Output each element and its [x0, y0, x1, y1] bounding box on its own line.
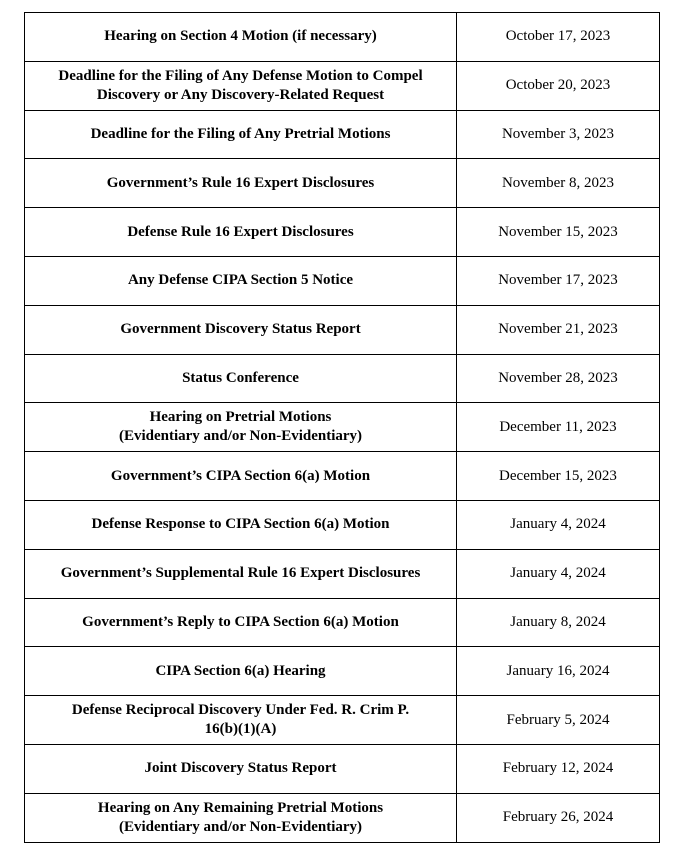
schedule-row	[25, 793, 660, 842]
event-date: December 11, 2023	[457, 403, 660, 452]
schedule-row	[25, 696, 660, 745]
event-name-line: Joint Discovery Status Report	[144, 760, 337, 777]
event-cell	[25, 208, 457, 257]
schedule-table	[24, 12, 660, 843]
event-date: February 26, 2024	[457, 793, 660, 842]
event-name-line: Defense Response to CIPA Section 6(a) Motion	[91, 516, 390, 533]
event-name-line: Deadline for the Filing of Any Pretrial Motions	[90, 125, 391, 142]
schedule-row	[25, 208, 660, 257]
event-cell	[25, 452, 457, 501]
schedule-row	[25, 647, 660, 696]
event-name-line: Defense Reciprocal Discovery Under Fed. R. Crim P.	[71, 702, 410, 719]
schedule-row	[25, 452, 660, 501]
event-date: January 4, 2024	[457, 549, 660, 598]
event-date: November 21, 2023	[457, 305, 660, 354]
event-date: October 17, 2023	[457, 13, 660, 62]
event-name-line: (Evidentiary and/or Non-Evidentiary)	[118, 818, 363, 835]
schedule-table-body	[25, 13, 660, 843]
event-cell	[25, 305, 457, 354]
event-name-line: Discovery or Any Discovery-Related Request	[96, 86, 385, 103]
event-date: November 3, 2023	[457, 110, 660, 159]
event-name-line: (Evidentiary and/or Non-Evidentiary)	[118, 428, 363, 445]
schedule-row	[25, 256, 660, 305]
schedule-row	[25, 61, 660, 110]
schedule-row	[25, 500, 660, 549]
event-date: February 5, 2024	[457, 696, 660, 745]
schedule-row	[25, 13, 660, 62]
event-name-line: Hearing on Pretrial Motions	[149, 409, 332, 426]
event-cell	[25, 549, 457, 598]
event-name-line: Hearing on Any Remaining Pretrial Motions	[97, 799, 384, 816]
event-cell	[25, 696, 457, 745]
event-date: November 17, 2023	[457, 256, 660, 305]
event-name-line: CIPA Section 6(a) Hearing	[155, 662, 326, 679]
schedule-row	[25, 354, 660, 403]
schedule-row	[25, 110, 660, 159]
event-date: January 16, 2024	[457, 647, 660, 696]
schedule-row	[25, 744, 660, 793]
event-cell	[25, 793, 457, 842]
event-cell	[25, 744, 457, 793]
event-cell	[25, 354, 457, 403]
event-date: November 8, 2023	[457, 159, 660, 208]
event-date: February 12, 2024	[457, 744, 660, 793]
event-cell	[25, 403, 457, 452]
event-cell	[25, 13, 457, 62]
event-cell	[25, 598, 457, 647]
event-cell	[25, 159, 457, 208]
event-name-line: Any Defense CIPA Section 5 Notice	[127, 272, 354, 289]
schedule-row	[25, 598, 660, 647]
event-name-line: Government’s Reply to CIPA Section 6(a) Motion	[82, 613, 399, 630]
event-cell	[25, 110, 457, 159]
schedule-row	[25, 305, 660, 354]
event-date: January 8, 2024	[457, 598, 660, 647]
event-cell	[25, 500, 457, 549]
schedule-row	[25, 549, 660, 598]
event-date: December 15, 2023	[457, 452, 660, 501]
schedule-row	[25, 159, 660, 208]
event-name-line: Government’s Supplemental Rule 16 Expert Disclosures	[60, 565, 421, 582]
event-name-line: Hearing on Section 4 Motion (if necessary)	[104, 28, 377, 45]
event-date: October 20, 2023	[457, 61, 660, 110]
event-cell	[25, 61, 457, 110]
event-name-line: Deadline for the Filing of Any Defense Motion to Compel	[58, 67, 423, 84]
event-date: November 15, 2023	[457, 208, 660, 257]
event-cell	[25, 647, 457, 696]
event-name-line: Government’s Rule 16 Expert Disclosures	[106, 174, 375, 191]
event-name-line: Government Discovery Status Report	[120, 321, 361, 338]
event-name-line: Status Conference	[182, 369, 299, 386]
event-name-line: Defense Rule 16 Expert Disclosures	[127, 223, 354, 240]
event-date: November 28, 2023	[457, 354, 660, 403]
event-date: January 4, 2024	[457, 500, 660, 549]
schedule-row	[25, 403, 660, 452]
event-name-line: 16(b)(1)(A)	[204, 721, 277, 738]
event-cell	[25, 256, 457, 305]
event-name-line: Government’s CIPA Section 6(a) Motion	[110, 467, 371, 484]
